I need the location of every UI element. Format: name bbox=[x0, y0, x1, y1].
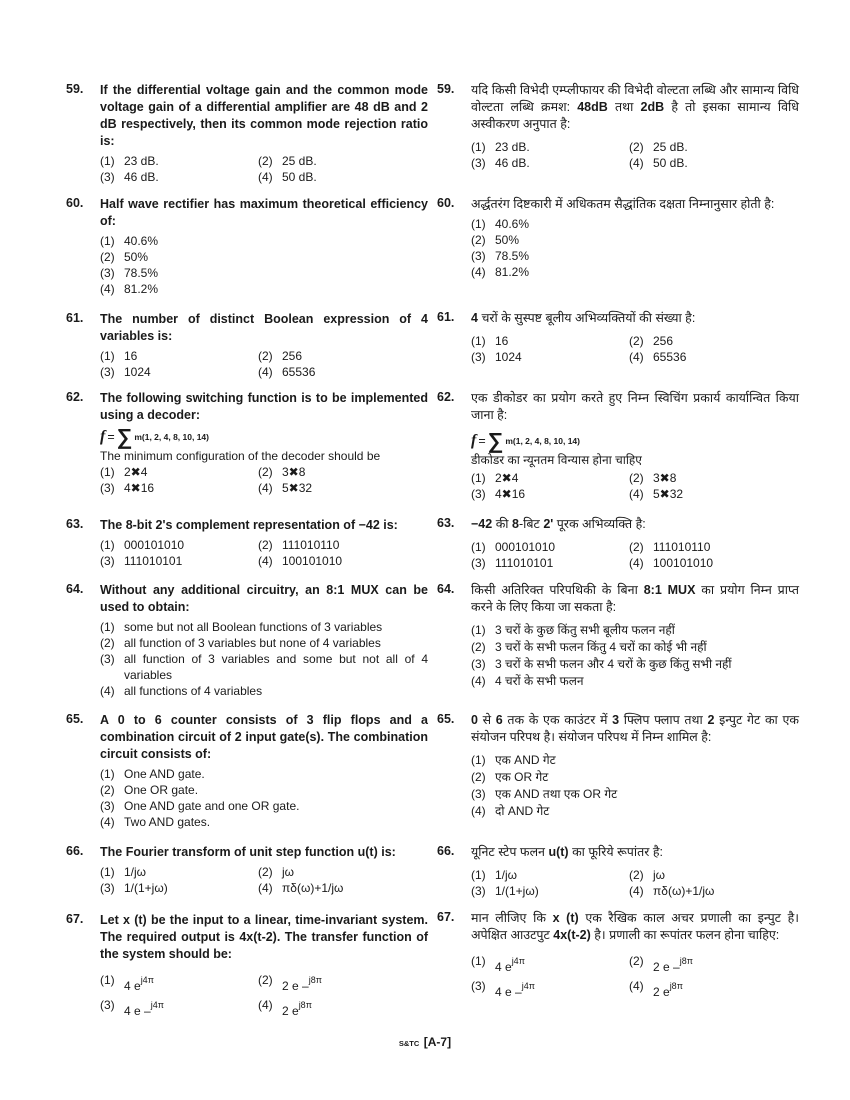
option-2[interactable]: (2) 25 dB. bbox=[629, 140, 688, 154]
option-3[interactable]: (3) 111010101 bbox=[471, 556, 554, 570]
page-number: [A-7] bbox=[423, 1035, 452, 1049]
question-number: 63. bbox=[437, 516, 455, 530]
question-text: Without any additional circuitry, an 8:1 MUX can be used to obtain: bbox=[100, 583, 428, 614]
option-2[interactable]: (2) 2 e –$^{j8\pi}$ bbox=[629, 954, 693, 974]
option-4[interactable]: (4) 50 dB. bbox=[629, 156, 688, 170]
option-1[interactable]: (1) 3 चरों के कुछ किंतु सभी बूलीय फलन नहीं bbox=[471, 623, 675, 637]
option-2[interactable]: (2) 3 चरों के सभी फलन किंतु 4 चरों का कोई भी नहीं bbox=[471, 640, 707, 654]
option-1[interactable]: (1) 4 $e^{j4\pi}$ bbox=[471, 954, 525, 974]
option-2[interactable]: (2) 3✖8 bbox=[258, 465, 306, 479]
question-63-hindi bbox=[437, 516, 799, 571]
option-4[interactable]: (4) 65536 bbox=[629, 350, 687, 364]
option-1[interactable]: (1) 16 bbox=[471, 334, 509, 348]
question-text: मान लीजिए कि x (t) एक रैखिक काल अचर प्रणाली का इन्पुट है। अपेक्षित आउटपुट 4x(t-2) है। प्रणाली का रूपांतर फलन होना चाहिए: bbox=[471, 911, 799, 942]
option-1[interactable]: (1) 40.6% bbox=[100, 234, 159, 248]
question-62-hindi bbox=[437, 390, 799, 502]
option-1[interactable]: (1) 2✖4 bbox=[100, 465, 148, 479]
question-61-hindi bbox=[437, 310, 799, 365]
question-66 bbox=[66, 844, 428, 896]
options bbox=[471, 333, 799, 365]
question-63 bbox=[66, 517, 428, 569]
question-text: The following switching function is to be implemented using a decoder: bbox=[100, 391, 428, 422]
question-number: 67. bbox=[437, 910, 455, 924]
options bbox=[100, 233, 428, 297]
option-2[interactable]: (2) 111010110 bbox=[258, 538, 340, 552]
option-4[interactable]: (4) 100101010 bbox=[629, 556, 714, 570]
question-text: एक डीकोडर का प्रयोग करते हुए निम्न स्विचिंग प्रकार्य कार्यान्वित किया जाना है: bbox=[471, 391, 799, 422]
question-59-hindi bbox=[437, 82, 799, 171]
options bbox=[100, 537, 428, 569]
question-number: 66. bbox=[437, 844, 455, 858]
option-3[interactable]: (3) एक AND तथा एक OR गेट bbox=[471, 787, 618, 801]
question-subtext: The minimum configuration of the decoder should be bbox=[100, 449, 381, 463]
option-4[interactable]: (4) 50 dB. bbox=[258, 170, 317, 184]
question-65-hindi bbox=[437, 712, 799, 820]
options bbox=[471, 216, 799, 280]
question-text: 0 से 6 तक के एक काउंटर में 3 फ्लिप फ्लाप तथा 2 इन्पुट गेट का एक संयोजन परिपथ है। संयोजन परिपथ में निम्न शामिल है: bbox=[471, 713, 799, 744]
option-3[interactable]: (3) all function of 3 variables and some but not all of 4 variables bbox=[100, 652, 428, 682]
option-3[interactable]: (3) 78.5% bbox=[100, 266, 159, 280]
options bbox=[100, 971, 428, 1021]
question-number: 61. bbox=[66, 311, 84, 325]
option-2[interactable]: (2) एक OR गेट bbox=[471, 770, 549, 784]
option-3[interactable]: (3) 111010101 bbox=[100, 554, 183, 568]
options bbox=[471, 139, 799, 171]
question-61 bbox=[66, 311, 428, 380]
question-number: 64. bbox=[66, 582, 84, 596]
option-4[interactable]: (4) 4 चरों के सभी फलन bbox=[471, 674, 584, 688]
options bbox=[100, 766, 428, 830]
option-3[interactable]: (3) 1024 bbox=[471, 350, 522, 364]
options bbox=[100, 153, 428, 185]
option-3[interactable]: (3) 46 dB. bbox=[471, 156, 530, 170]
question-65 bbox=[66, 712, 428, 830]
question-number: 59. bbox=[66, 82, 84, 96]
question-number: 62. bbox=[437, 390, 455, 404]
option-2[interactable]: (2) 50% bbox=[100, 250, 149, 264]
option-4[interactable]: (4) Two AND gates. bbox=[100, 815, 211, 829]
option-3[interactable]: (3) 1024 bbox=[100, 365, 151, 379]
option-4[interactable]: (4) 5✖32 bbox=[629, 487, 684, 501]
option-2[interactable]: (2) 25 dB. bbox=[258, 154, 317, 168]
options bbox=[471, 539, 799, 571]
options bbox=[100, 619, 428, 699]
question-number: 67. bbox=[66, 912, 84, 926]
options bbox=[471, 622, 799, 690]
switching-function-formula: f = ∑ m(1, 2, 4, 8, 10, 14) bbox=[100, 424, 209, 449]
option-3[interactable]: (3) One AND gate and one OR gate. bbox=[100, 799, 300, 813]
question-67 bbox=[66, 912, 428, 1021]
question-64 bbox=[66, 582, 428, 699]
option-1[interactable]: (1) 40.6% bbox=[471, 217, 530, 231]
question-number: 66. bbox=[66, 844, 84, 858]
option-4[interactable]: (4) 81.2% bbox=[471, 265, 530, 279]
question-number: 65. bbox=[66, 712, 84, 726]
options bbox=[100, 864, 428, 896]
option-2[interactable]: (2) all function of 3 variables but none of 4 variables bbox=[100, 636, 381, 650]
option-3[interactable]: (3) 46 dB. bbox=[100, 170, 159, 184]
question-62 bbox=[66, 390, 428, 496]
option-1[interactable]: (1) 000101010 bbox=[471, 540, 556, 554]
option-4[interactable]: (4) 2 $e^{j8\pi}$ bbox=[258, 998, 312, 1018]
question-66-hindi bbox=[437, 844, 799, 899]
sigma-icon: ∑ bbox=[116, 424, 133, 449]
option-2[interactable]: (2) 2 e –$^{j8\pi}$ bbox=[258, 973, 322, 993]
option-4[interactable]: (4) all functions of 4 variables bbox=[100, 684, 263, 698]
question-text: 4 चरों के सुस्पष्ट बूलीय अभिव्यक्तियों की संख्या है: bbox=[471, 311, 696, 325]
question-64-hindi bbox=[437, 582, 799, 690]
option-4[interactable]: (4) πδ(ω)+1/jω bbox=[629, 884, 715, 898]
option-4[interactable]: (4) πδ(ω)+1/jω bbox=[258, 881, 344, 895]
option-1[interactable]: (1) some but not all Boolean functions of 3 variables bbox=[100, 620, 383, 634]
option-3[interactable]: (3) 4✖16 bbox=[100, 481, 155, 495]
option-2[interactable]: (2) One OR gate. bbox=[100, 783, 199, 797]
option-4[interactable]: (4) 2 $e^{j8\pi}$ bbox=[629, 979, 683, 999]
question-number: 59. bbox=[437, 82, 455, 96]
option-2[interactable]: (2) 3✖8 bbox=[629, 471, 677, 485]
option-3[interactable]: (3) 4 e –$^{j4\pi}$ bbox=[471, 979, 535, 999]
question-text: −42 की 8-बिट 2' पूरक अभिव्यक्ति है: bbox=[471, 517, 646, 531]
options bbox=[471, 952, 799, 1002]
option-4[interactable]: (4) दो AND गेट bbox=[471, 804, 550, 818]
option-1[interactable]: (1) 4 $e^{j4\pi}$ bbox=[100, 973, 154, 993]
question-text: किसी अतिरिक्त परिपथिकी के बिना 8:1 MUX का प्रयोग निम्न प्राप्त करने के लिए किया जा सकता है: bbox=[471, 583, 800, 614]
option-3[interactable]: (3) 4✖16 bbox=[471, 487, 526, 501]
option-1[interactable]: (1) 1/jω bbox=[100, 865, 147, 879]
option-3[interactable]: (3) 1/(1+jω) bbox=[100, 881, 168, 895]
question-67-hindi bbox=[437, 910, 799, 1002]
option-1[interactable]: (1) 23 dB. bbox=[100, 154, 159, 168]
question-60-hindi bbox=[437, 196, 799, 280]
options bbox=[100, 348, 428, 380]
option-1[interactable]: (1) 2✖4 bbox=[471, 471, 519, 485]
question-text: Half wave rectifier has maximum theoretical efficiency of: bbox=[100, 197, 428, 228]
option-4[interactable]: (4) 5✖32 bbox=[258, 481, 313, 495]
question-text: अर्द्धतरंग दिष्टकारी में अधिकतम सैद्धांतिक दक्षता निम्नानुसार होती है: bbox=[471, 197, 775, 211]
option-3[interactable]: (3) 1/(1+jω) bbox=[471, 884, 539, 898]
option-2[interactable]: (2) 111010110 bbox=[629, 540, 711, 554]
option-1[interactable]: (1) 16 bbox=[100, 349, 138, 363]
option-1[interactable]: (1) एक AND गेट bbox=[471, 753, 556, 767]
question-number: 63. bbox=[66, 517, 84, 531]
question-subtext: डीकोडर का न्यूनतम विन्यास होना चाहिए bbox=[471, 453, 642, 467]
question-text: Let x (t) be the input to a linear, time-invariant system. The required output is 4x(t-2). The transfer function of the system should be: bbox=[100, 913, 428, 961]
option-2[interactable]: (2) jω bbox=[258, 865, 295, 879]
option-4[interactable]: (4) 65536 bbox=[258, 365, 316, 379]
question-60 bbox=[66, 196, 428, 297]
question-text: A 0 to 6 counter consists of 3 flip flops and a combination circuit of 2 input gate(s). The combination circuit consists of: bbox=[100, 713, 428, 761]
page-footer bbox=[0, 1033, 850, 1051]
option-2[interactable]: (2) 256 bbox=[258, 349, 303, 363]
options bbox=[471, 867, 799, 899]
option-2[interactable]: (2) 50% bbox=[471, 233, 520, 247]
options bbox=[471, 752, 799, 820]
switching-function-formula: f = ∑ m(1, 2, 4, 8, 10, 14) bbox=[471, 428, 580, 453]
option-2[interactable]: (2) jω bbox=[629, 868, 666, 882]
option-3[interactable]: (3) 78.5% bbox=[471, 249, 530, 263]
question-number: 60. bbox=[66, 196, 84, 210]
question-text: The number of distinct Boolean expression of 4 variables is: bbox=[100, 312, 428, 343]
paper-code: S&TC bbox=[398, 1039, 420, 1048]
option-1[interactable]: (1) One AND gate. bbox=[100, 767, 205, 781]
question-number: 60. bbox=[437, 196, 455, 210]
options bbox=[100, 464, 428, 496]
option-1[interactable]: (1) 000101010 bbox=[100, 538, 185, 552]
question-number: 62. bbox=[66, 390, 84, 404]
question-59 bbox=[66, 82, 428, 185]
option-4[interactable]: (4) 100101010 bbox=[258, 554, 343, 568]
option-2[interactable]: (2) 256 bbox=[629, 334, 674, 348]
option-4[interactable]: (4) 81.2% bbox=[100, 282, 159, 296]
question-text: यूनिट स्टेप फलन u(t) का फूरिये रूपांतर है: bbox=[471, 845, 663, 859]
option-3[interactable]: (3) 4 e –$^{j4\pi}$ bbox=[100, 998, 164, 1018]
question-text: यदि किसी विभेदी एम्प्लीफायर की विभेदी वोल्टता लब्धि और सामान्य विधि वोल्टता लब्धि क्रमश: 48dB तथा 2dB है तो इसका सामान्य विधि अस्वीकरण अनुपात है: bbox=[471, 83, 799, 131]
options bbox=[471, 470, 799, 502]
question-text: The 8-bit 2's complement representation of −42 is: bbox=[100, 518, 398, 532]
option-1[interactable]: (1) 23 dB. bbox=[471, 140, 530, 154]
sigma-icon: ∑ bbox=[487, 428, 504, 453]
question-number: 65. bbox=[437, 712, 455, 726]
option-3[interactable]: (3) 3 चरों के सभी फलन और 4 चरों के कुछ किंतु सभी नहीं bbox=[471, 657, 732, 671]
question-number: 64. bbox=[437, 582, 455, 596]
question-number: 61. bbox=[437, 310, 455, 324]
question-text: The Fourier transform of unit step function u(t) is: bbox=[100, 845, 396, 859]
question-text: If the differential voltage gain and the common mode voltage gain of a differential amplifier are 48 dB and 2 dB respectively, then its common mode rejection ratio is: bbox=[100, 83, 428, 148]
option-1[interactable]: (1) 1/jω bbox=[471, 868, 518, 882]
